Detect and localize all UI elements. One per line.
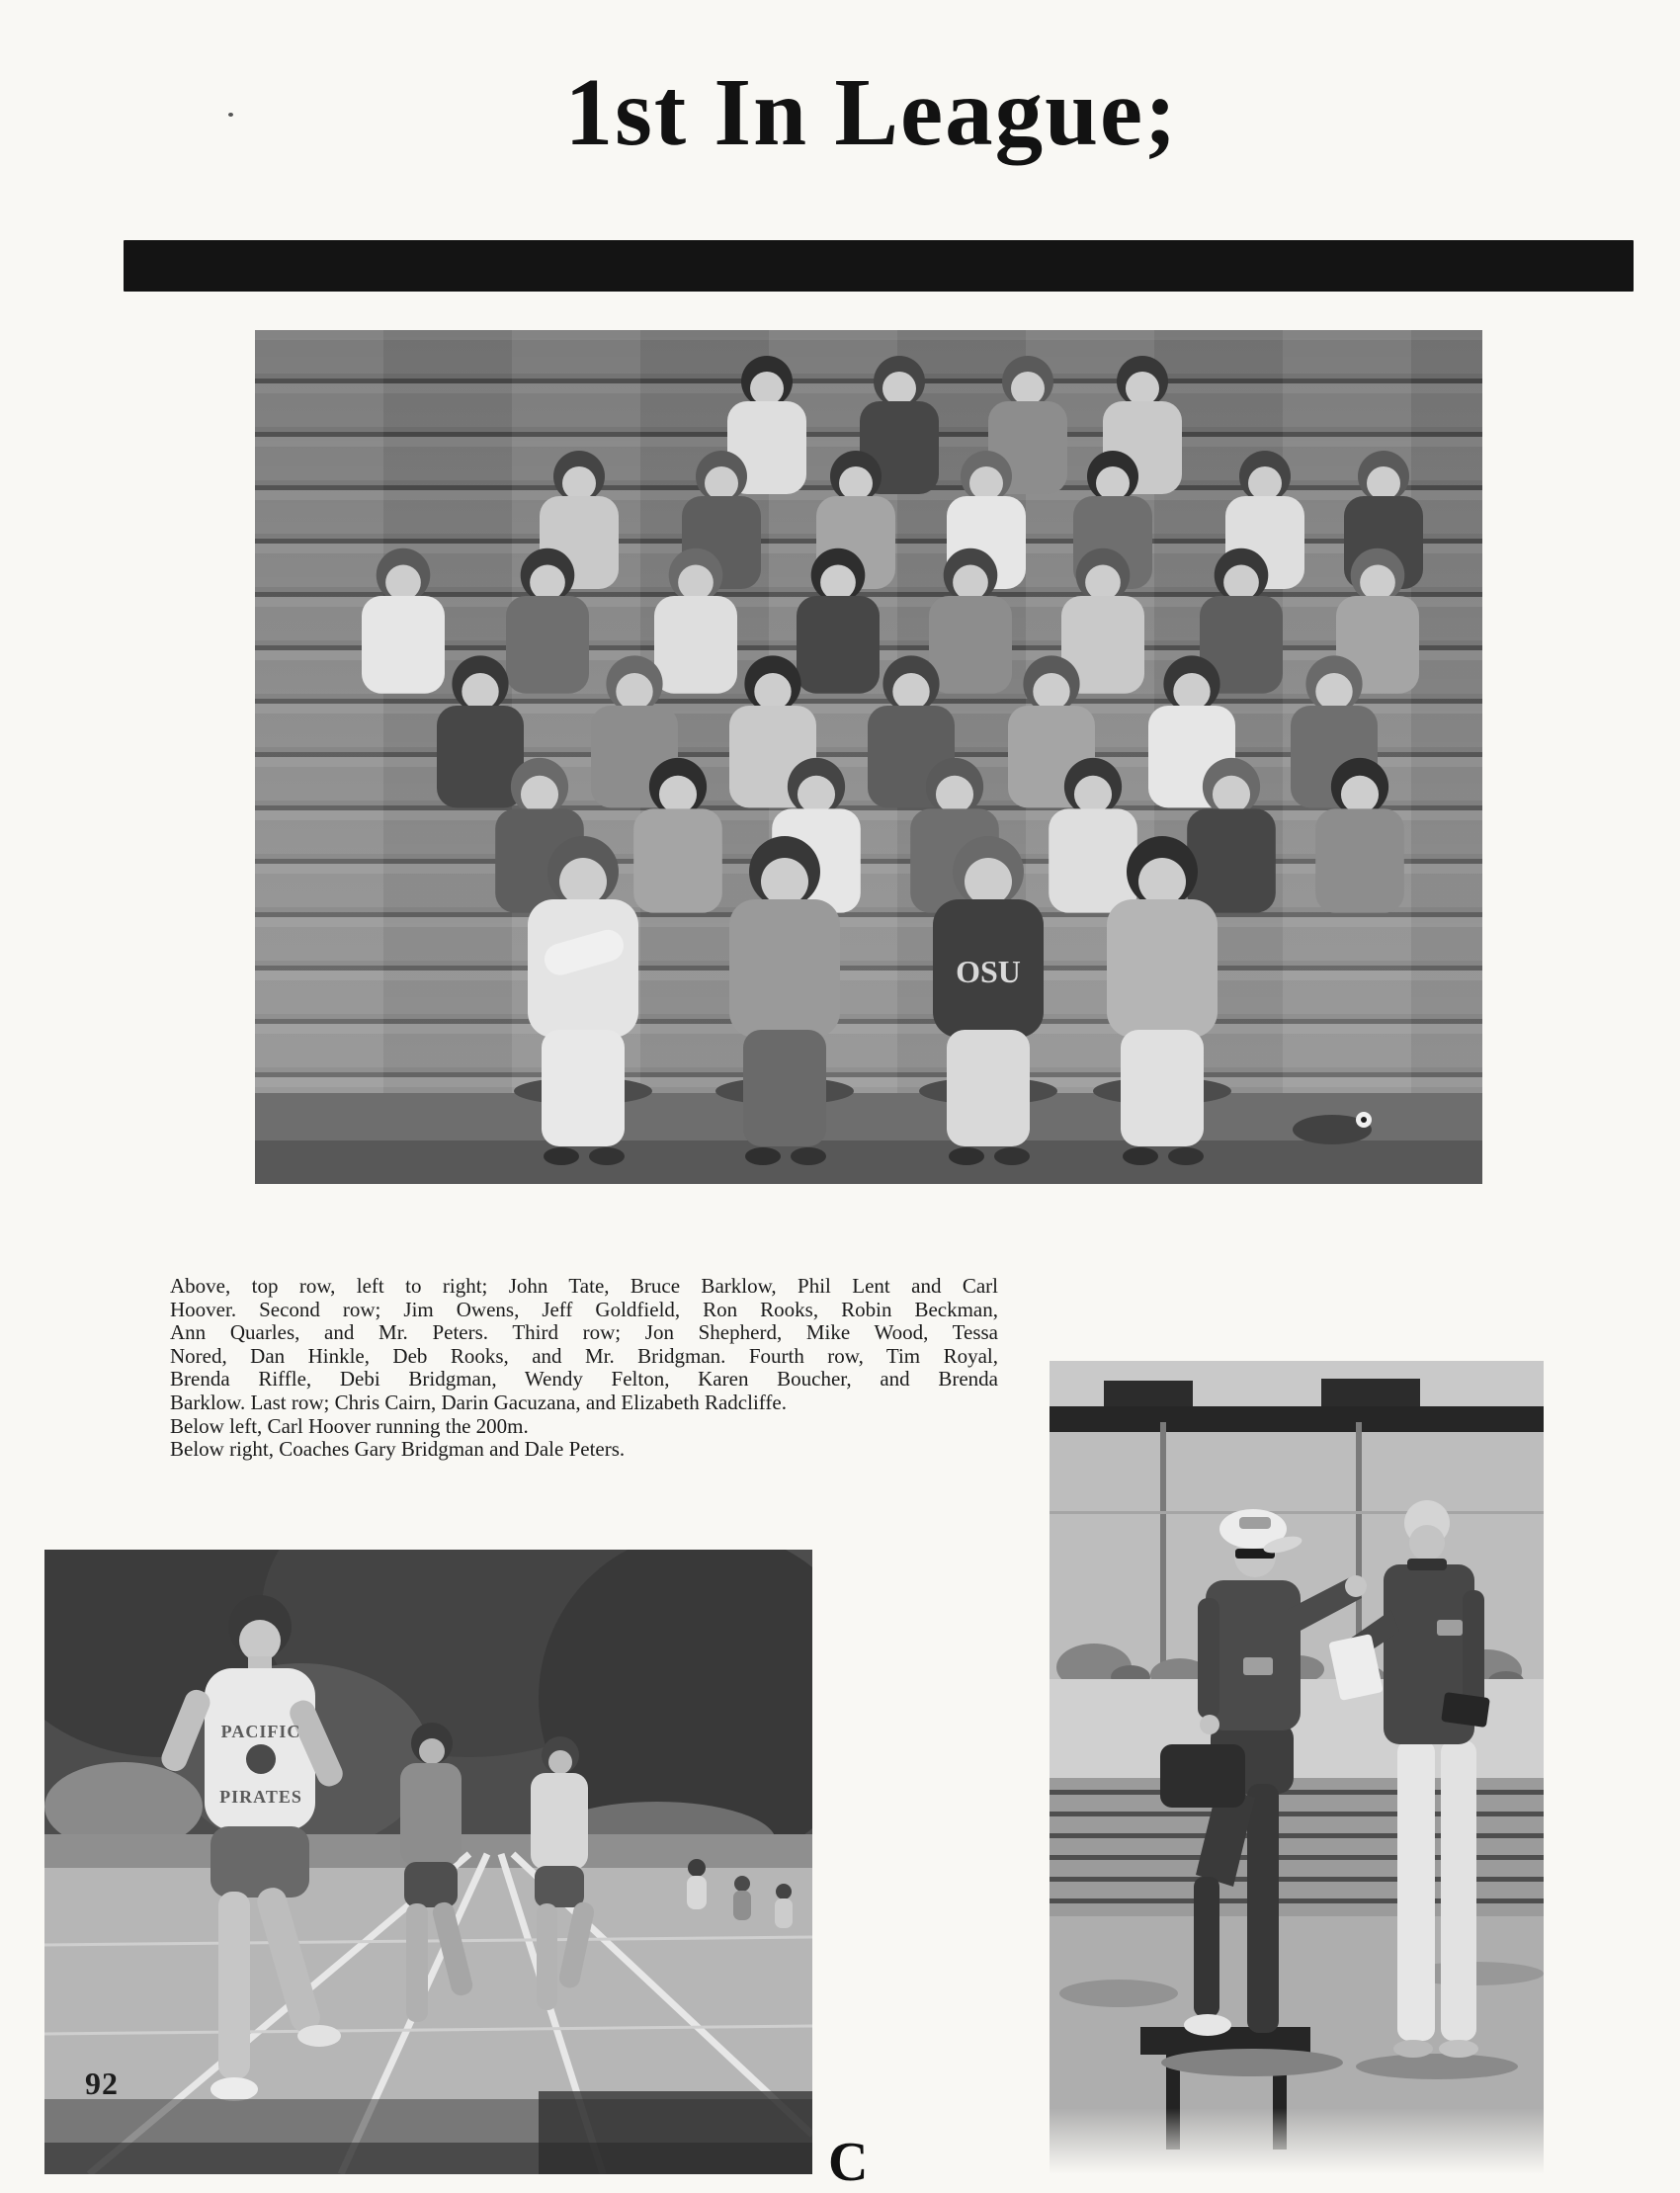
pirate-logo — [246, 1744, 276, 1774]
fence-rail — [1050, 1406, 1544, 1432]
shirt-print — [1243, 1657, 1273, 1675]
coaches-photo-art — [1050, 1361, 1544, 2174]
jersey-text-pirates: PIRATES — [219, 1787, 302, 1807]
coaches-photo — [1050, 1361, 1544, 2174]
notebook — [1441, 1692, 1490, 1728]
bag — [1160, 1744, 1245, 1808]
page-number: 92 — [85, 2066, 119, 2101]
caption-line: Brenda Riffle, Debi Bridgman, Wendy Felton, Karen Boucher, and Brenda — [170, 1367, 998, 1392]
team-photo-art — [255, 330, 1482, 1184]
jersey-text-pacific: PACIFIC — [220, 1722, 301, 1741]
caption-line: Barklow. Last row; Chris Cairn, Darin Gacuzana, and Elizabeth Radcliffe. — [170, 1390, 787, 1414]
osu-jersey-text: OSU — [956, 954, 1021, 989]
team-crowd — [362, 356, 1423, 1165]
runner-photo — [44, 1550, 812, 2174]
caption-line: Nored, Dan Hinkle, Deb Rooks, and Mr. Bridgman. Fourth row, Tim Royal, — [170, 1343, 998, 1368]
caption-line: Above, top row, left to right; John Tate, Bruce Barklow, Phil Lent and Carl — [170, 1274, 998, 1298]
caption-line: Hoover. Second row; Jim Owens, Jeff Goldfield, Ron Rooks, Robin Beckman, — [170, 1297, 998, 1321]
runner-photo-art — [44, 1550, 812, 2174]
fence-post — [1160, 1422, 1166, 1673]
caption-line: Below left, Carl Hoover running the 200m. — [170, 1413, 529, 1438]
shirt-print — [1437, 1620, 1463, 1636]
caption-line: Below right, Coaches Gary Bridgman and Dale Peters. — [170, 1437, 626, 1462]
bleacher-floor-shadow — [255, 1140, 1482, 1184]
team-photo — [255, 330, 1482, 1184]
title-divider-bar — [124, 240, 1634, 292]
shorts — [210, 1826, 309, 1898]
partial-letter: C — [828, 2132, 869, 2193]
photo-caption — [170, 1275, 998, 1462]
caption-line: Ann Quarles, and Mr. Peters. Third row; Jon Shepherd, Mike Wood, Tessa — [170, 1320, 998, 1345]
scan-dot-inner — [1361, 1117, 1367, 1123]
scan-speck — [228, 113, 233, 117]
page-title: 1st In League; — [564, 59, 1179, 165]
